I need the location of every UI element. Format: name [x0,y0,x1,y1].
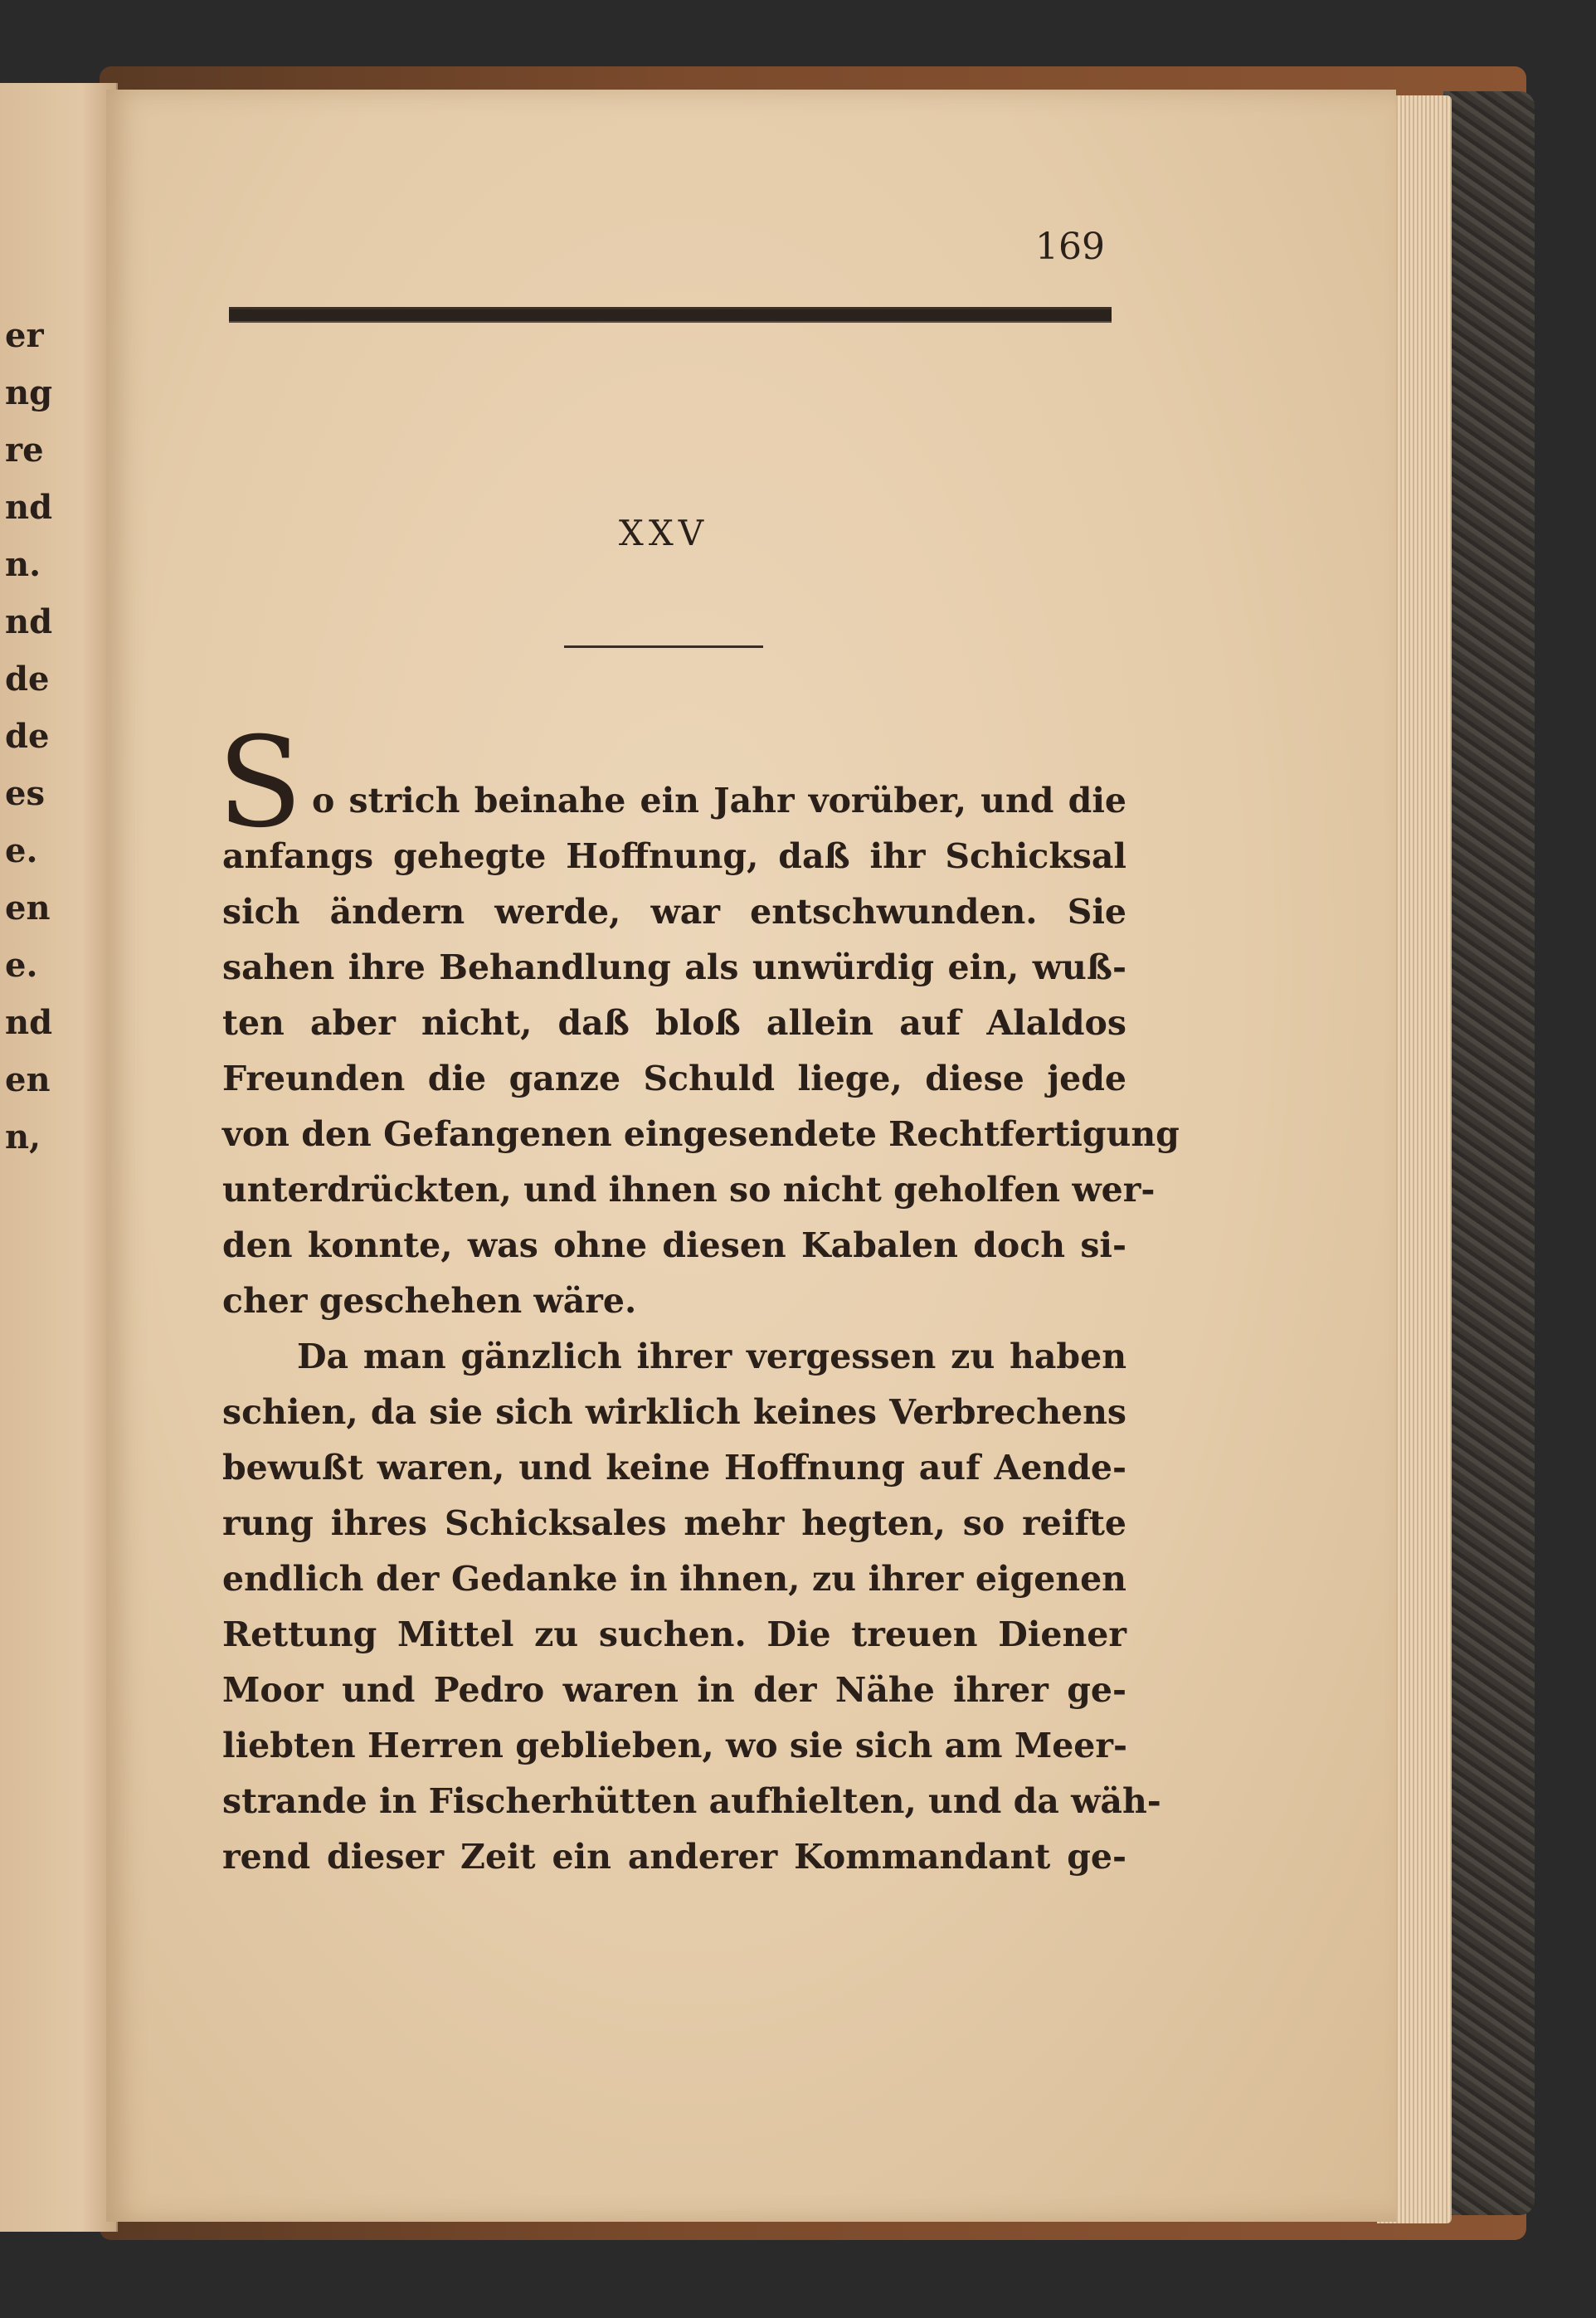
text-line: rung ihres Schicksales mehr hegten, so reifte [222,1503,1126,1543]
left-fragment: en [5,1060,51,1099]
text-line: den konnte, was ohne diesen Kabalen doch si- [222,1225,1126,1265]
left-fragment: de [5,717,50,756]
text-line: sich ändern werde, war entschwunden. Sie [222,892,1126,932]
left-fragment: en [5,889,51,928]
left-fragment: ng [5,373,53,412]
text-line: strande in Fischerhütten aufhielten, und da wäh- [222,1781,1161,1821]
text-line: Moor und Pedro waren in der Nähe ihrer ge- [222,1670,1126,1710]
text-line: endlich der Gedanke in ihnen, zu ihrer eigenen [222,1559,1126,1599]
left-fragment: nd [5,602,53,641]
left-page [0,83,118,2232]
left-fragment: nd [5,488,53,527]
text-line: rend dieser Zeit ein anderer Kommandant ge- [222,1837,1126,1877]
left-fragment: es [5,774,45,813]
left-fragment: n. [5,545,41,584]
text-line: Freunden die ganze Schuld liege, diese jede [222,1059,1126,1098]
left-page-text [5,307,113,1166]
text-line: o strich beinahe ein Jahr vorüber, und die [312,781,1126,821]
header-rule [229,307,1112,323]
page-number: 169 [1035,226,1105,268]
chapter-title: XXV [618,513,709,553]
text-line: cher geschehen wäre. [222,1281,637,1321]
text-line: von den Gefangenen eingesendete Rechtfertigung [222,1114,1180,1154]
left-fragment: e. [5,831,38,870]
body-text [222,773,1180,1885]
text-line: Da man gänzlich ihrer vergessen zu haben [297,1337,1126,1376]
cover-marbled-edge [1443,91,1535,2215]
left-fragment: re [5,431,44,470]
left-fragment: n, [5,1118,41,1157]
text-line: anfangs gehegte Hoffnung, daß ihr Schicksal [222,836,1126,876]
text-line: bewußt waren, und keine Hoffnung auf Aende- [222,1448,1126,1488]
left-fragment: nd [5,1003,53,1042]
left-fragment: e. [5,946,38,985]
text-line: schien, da sie sich wirklich keines Verbrechens [222,1392,1126,1432]
left-fragment: de [5,660,50,699]
text-line: liebten Herren geblieben, wo sie sich am Meer- [222,1726,1128,1765]
drop-cap: S [217,711,303,855]
chapter-rule [564,645,763,648]
text-line: unterdrückten, und ihnen so nicht geholfen wer- [222,1170,1156,1210]
text-line: ten aber nicht, daß bloß allein auf Alaldos [222,1003,1126,1043]
text-line: Rettung Mittel zu suchen. Die treuen Diener [222,1614,1126,1654]
left-fragment: er [5,316,44,355]
text-line: sahen ihre Behandlung als unwürdig ein, wuß- [222,947,1126,987]
